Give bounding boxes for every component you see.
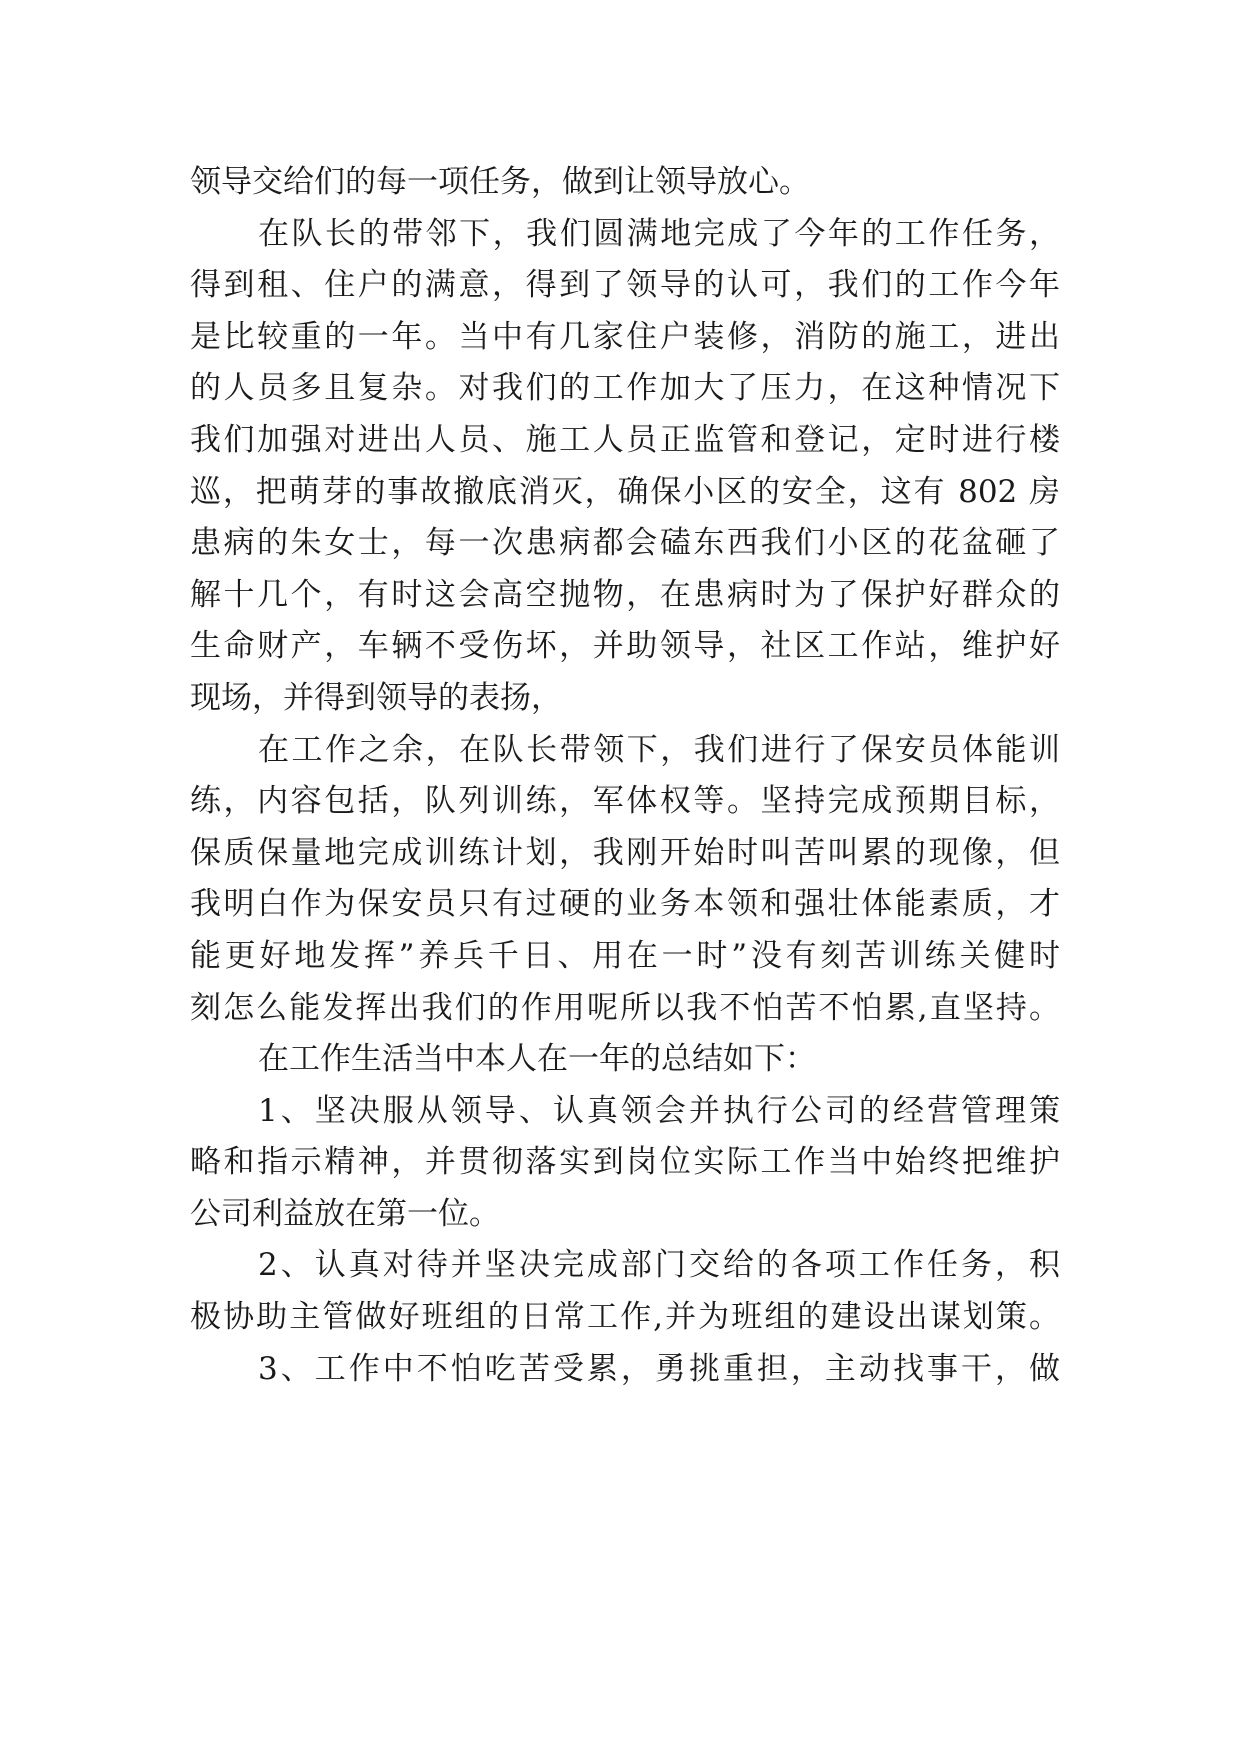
text-line: 在工作之余，在队长带领下，我们进行了保安员体能训 bbox=[258, 731, 1060, 768]
text-line: 的人员多且复杂。对我们的工作加大了压力，在这种情况下 bbox=[190, 370, 1060, 407]
text-line: 现场，并得到领导的表扬， bbox=[190, 679, 562, 716]
text-line: 2、认真对待并坚决完成部门交给的各项工作任务，积 bbox=[258, 1247, 1060, 1284]
text-line: 是比较重的一年。当中有几家住户装修，消防的施工，进出 bbox=[190, 318, 1060, 355]
text-line: 得到租、住户的满意，得到了领导的认可，我们的工作今年 bbox=[190, 267, 1060, 304]
text-line: 能更好地发挥”养兵千日、用在一时”没有刻苦训练关健时 bbox=[190, 937, 1060, 974]
text-line: 保质保量地完成训练计划，我刚开始时叫苦叫累的现像，但 bbox=[190, 834, 1060, 871]
text-line: 极协助主管做好班组的日常工作,并为班组的建设出谋划策。 bbox=[190, 1299, 1060, 1336]
text-line: 1、坚决服从领导、认真领会并执行公司的经营管理策 bbox=[258, 1092, 1060, 1129]
text-line: 领导交给们的每一项任务，做到让领导放心。 bbox=[190, 164, 810, 200]
text-line: 解十几个，有时这会高空抛物，在患病时为了保护好群众的 bbox=[190, 576, 1060, 613]
text-line: 3、工作中不怕吃苦受累，勇挑重担，主动找事干，做 bbox=[258, 1350, 1060, 1387]
text-line: 我明白作为保安员只有过硬的业务本领和强壮体能素质，才 bbox=[190, 886, 1060, 923]
text-line: 公司利益放在第一位。 bbox=[190, 1195, 500, 1232]
text-line: 练，内容包括，队列训练，军体权等。坚持完成预期目标， bbox=[190, 783, 1060, 820]
text-line: 我们加强对进出人员、施工人员正监管和登记，定时进行楼 bbox=[190, 421, 1060, 458]
text-line: 在队长的带邻下，我们圆满地完成了今年的工作任务， bbox=[258, 215, 1060, 252]
text-line: 在工作生活当中本人在一年的总结如下： bbox=[258, 1041, 816, 1078]
text-line: 刻怎么能发挥出我们的作用呢所以我不怕苦不怕累,直坚持。 bbox=[190, 989, 1060, 1026]
text-line: 略和指示精神，并贯彻落实到岗位实际工作当中始终把维护 bbox=[190, 1144, 1060, 1181]
text-line: 巡，把萌芽的事故撤底消灭，确保小区的安全，这有 802 房 bbox=[190, 473, 1060, 510]
text-line: 生命财产，车辆不受伤坏，并助领导，社区工作站，维护好 bbox=[190, 628, 1060, 665]
document-body bbox=[190, 157, 1060, 1395]
text-line: 患病的朱女士，每一次患病都会磕东西我们小区的花盆砸了 bbox=[190, 525, 1060, 562]
